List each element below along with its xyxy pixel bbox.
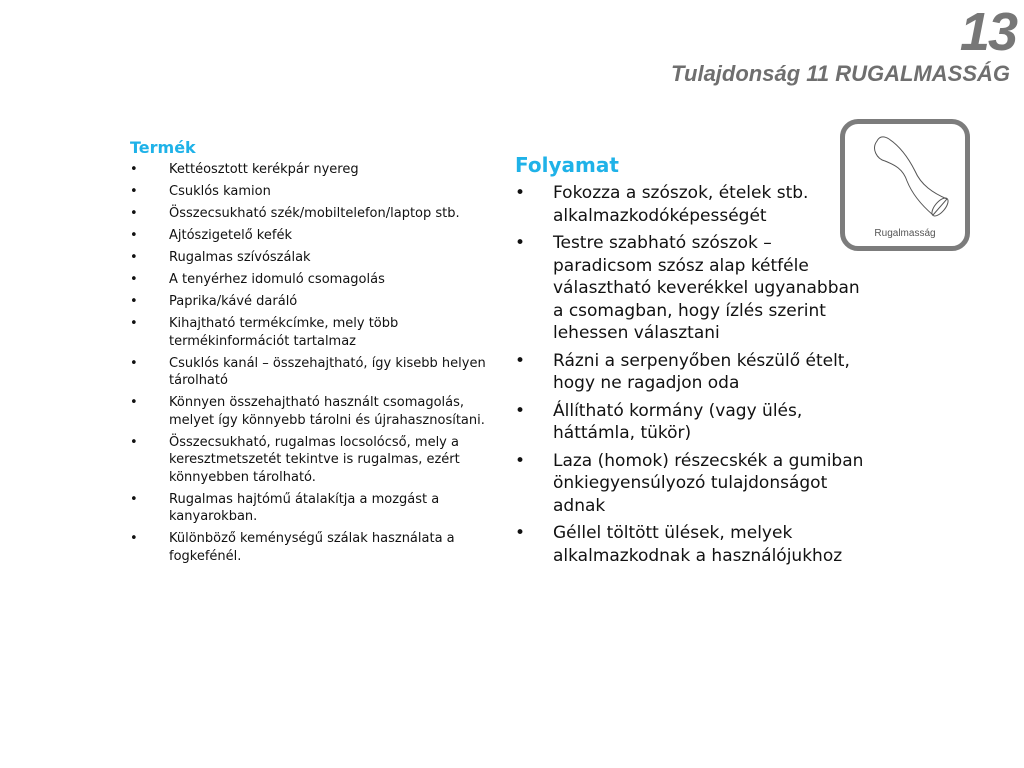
list-item-text: Rugalmas szívószálak (169, 250, 311, 265)
icon-label: Rugalmasság (874, 228, 936, 239)
bullet: • (515, 400, 526, 421)
list-item (515, 522, 875, 567)
list-item-text: Ajtószigetelő kefék (169, 228, 292, 243)
list-item-text: A tenyérhez idomuló csomagolás (169, 272, 385, 287)
list-item (130, 394, 505, 429)
bullet: • (515, 450, 526, 471)
slide-title: Tulajdonság 11 RUGALMASSÁG (670, 61, 1010, 86)
list-item-text: Testre szabható szószok – paradicsom szósz alap kétféle választható keverékkel ugyanabban a csomagban, hogy ízlés szerint lehessen választani (553, 233, 860, 343)
list-item-text: Különböző keménységű szálak használata a fogkefénél. (169, 531, 455, 564)
bullet: • (130, 491, 138, 507)
bullet: • (515, 523, 526, 543)
list-item (515, 350, 875, 395)
list-item-text: Rugalmas hajtómű átalakítja a mozgást a kanyarokban. (169, 491, 440, 524)
list-item-text: Géllel töltött ülések, melyek alkalmazkodnak a használójukhoz (553, 523, 843, 566)
bullet: • (130, 228, 138, 243)
process-list (515, 182, 875, 567)
slide-number: 13 (959, 2, 1016, 62)
list-item (130, 530, 505, 565)
process-heading: Folyamat (515, 153, 619, 177)
list-item-text: Laza (homok) részecskék a gumiban önkiegyensúlyozó tulajdonságot adnak (553, 450, 864, 516)
flexible-tube-icon (863, 129, 953, 224)
bullet: • (130, 434, 138, 450)
product-heading: Termék (130, 138, 196, 157)
list-item-text: Kettéosztott kerékpár nyereg (169, 162, 359, 177)
list-item (130, 249, 505, 267)
bullet: • (130, 184, 138, 199)
bullet: • (515, 183, 526, 203)
bullet: • (130, 316, 138, 331)
list-item (130, 205, 505, 223)
list-item (515, 450, 875, 518)
bullet: • (130, 355, 138, 371)
list-item-text: Csuklós kamion (169, 184, 271, 199)
list-item-text: Kihajtható termékcímke, mely több termékinformációt tartalmaz (169, 316, 399, 349)
product-list (130, 161, 505, 565)
bullet: • (515, 350, 526, 371)
list-item-text: Paprika/kávé daráló (169, 294, 298, 309)
bullet: • (130, 294, 138, 309)
bullet: • (515, 233, 526, 253)
list-item-text: Állítható kormány (vagy ülés, háttámla, tükör) (553, 400, 803, 443)
list-item-text: Összecsukható szék/mobiltelefon/laptop stb. (169, 206, 460, 221)
list-item-text: Rázni a serpenyőben készülő ételt, hogy ne ragadjon oda (553, 350, 850, 393)
list-item-text: Könnyen összehajtható használt csomagolás, melyet így könnyebb tárolni és újrahasznosítani. (169, 395, 485, 428)
list-item (130, 161, 505, 179)
list-item (130, 315, 505, 350)
bullet: • (130, 531, 138, 546)
process-column (515, 150, 875, 572)
bullet: • (130, 272, 138, 287)
list-item (130, 183, 505, 201)
list-item (515, 400, 875, 445)
list-item (130, 271, 505, 289)
list-item-text: Csuklós kanál – összehajtható, így kisebb helyen tárolható (169, 355, 486, 388)
list-item-text: Fokozza a szószok, ételek stb. alkalmazkodóképességét (553, 183, 809, 226)
list-item-text: Összecsukható, rugalmas locsolócső, mely a keresztmetszetét tekintve is rugalmas, ezért könnyebben tárolható. (169, 434, 460, 485)
list-item (130, 293, 505, 311)
product-column (130, 136, 505, 570)
list-item (130, 434, 505, 487)
list-item (515, 182, 875, 227)
bullet: • (130, 206, 138, 221)
bullet: • (130, 395, 138, 410)
list-item (130, 491, 505, 526)
list-item (130, 355, 505, 390)
list-item (515, 232, 875, 345)
list-item (130, 227, 505, 245)
bullet: • (130, 250, 138, 265)
bullet: • (130, 162, 138, 177)
